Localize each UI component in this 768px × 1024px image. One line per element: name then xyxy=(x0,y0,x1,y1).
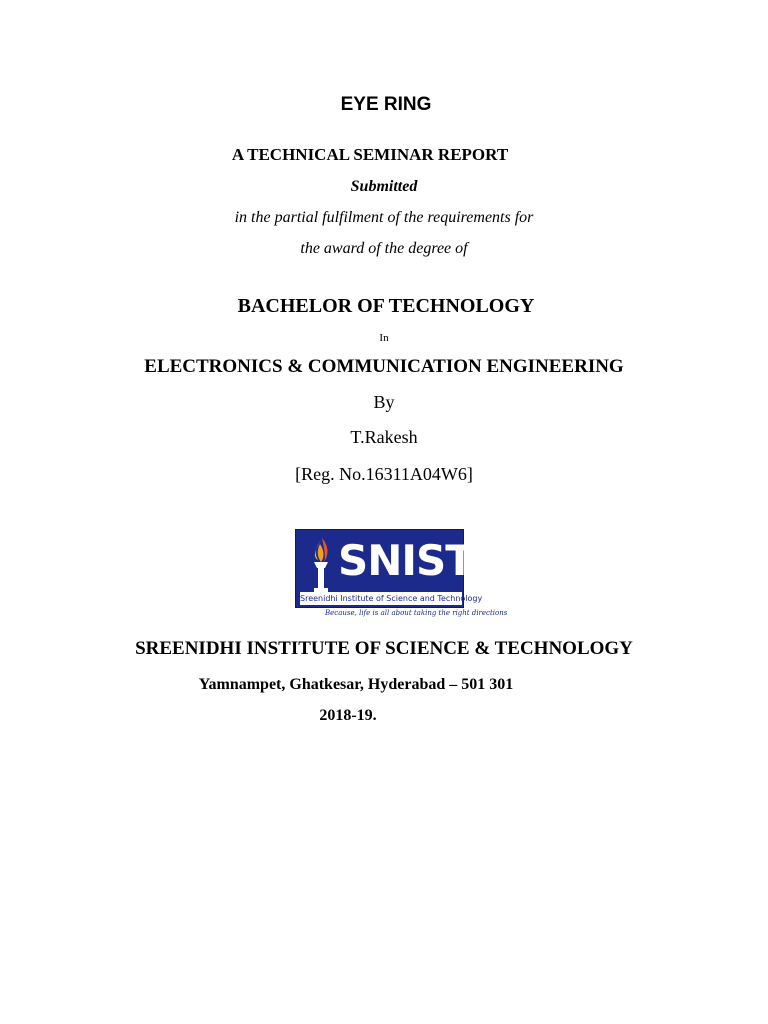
registration-number: [Reg. No.16311A04W6] xyxy=(295,464,473,484)
torch-icon xyxy=(304,536,338,596)
degree-name: BACHELOR OF TECHNOLOGY xyxy=(237,295,535,317)
partial-fulfilment-text: in the partial fulfilment of the requirements for xyxy=(234,209,534,226)
institute-name: SREENIDHI INSTITUTE OF SCIENCE & TECHNOLOGY xyxy=(135,638,633,659)
logo-tagline: Because, life is all about taking the right directions xyxy=(325,609,508,617)
report-type: A TECHNICAL SEMINAR REPORT xyxy=(231,145,509,164)
logo-wordmark: SNIST xyxy=(338,536,473,585)
author-name: T.Rakesh xyxy=(350,427,418,447)
report-title: EYE RING xyxy=(340,94,432,115)
logo-box xyxy=(295,529,483,608)
academic-year: 2018-19. xyxy=(319,707,377,724)
logo-institute-strip: Sreenidhi Institute of Science and Technology xyxy=(300,594,483,603)
branch-name: ELECTRONICS & COMMUNICATION ENGINEERING xyxy=(144,356,624,377)
submitted-label: Submitted xyxy=(350,178,418,195)
in-word: In xyxy=(379,332,389,344)
institute-logo xyxy=(295,529,508,621)
by-label: By xyxy=(373,392,395,412)
award-of-degree-text: the award of the degree of xyxy=(300,240,468,257)
institute-address: Yamnampet, Ghatkesar, Hyderabad – 501 301 xyxy=(198,676,514,693)
